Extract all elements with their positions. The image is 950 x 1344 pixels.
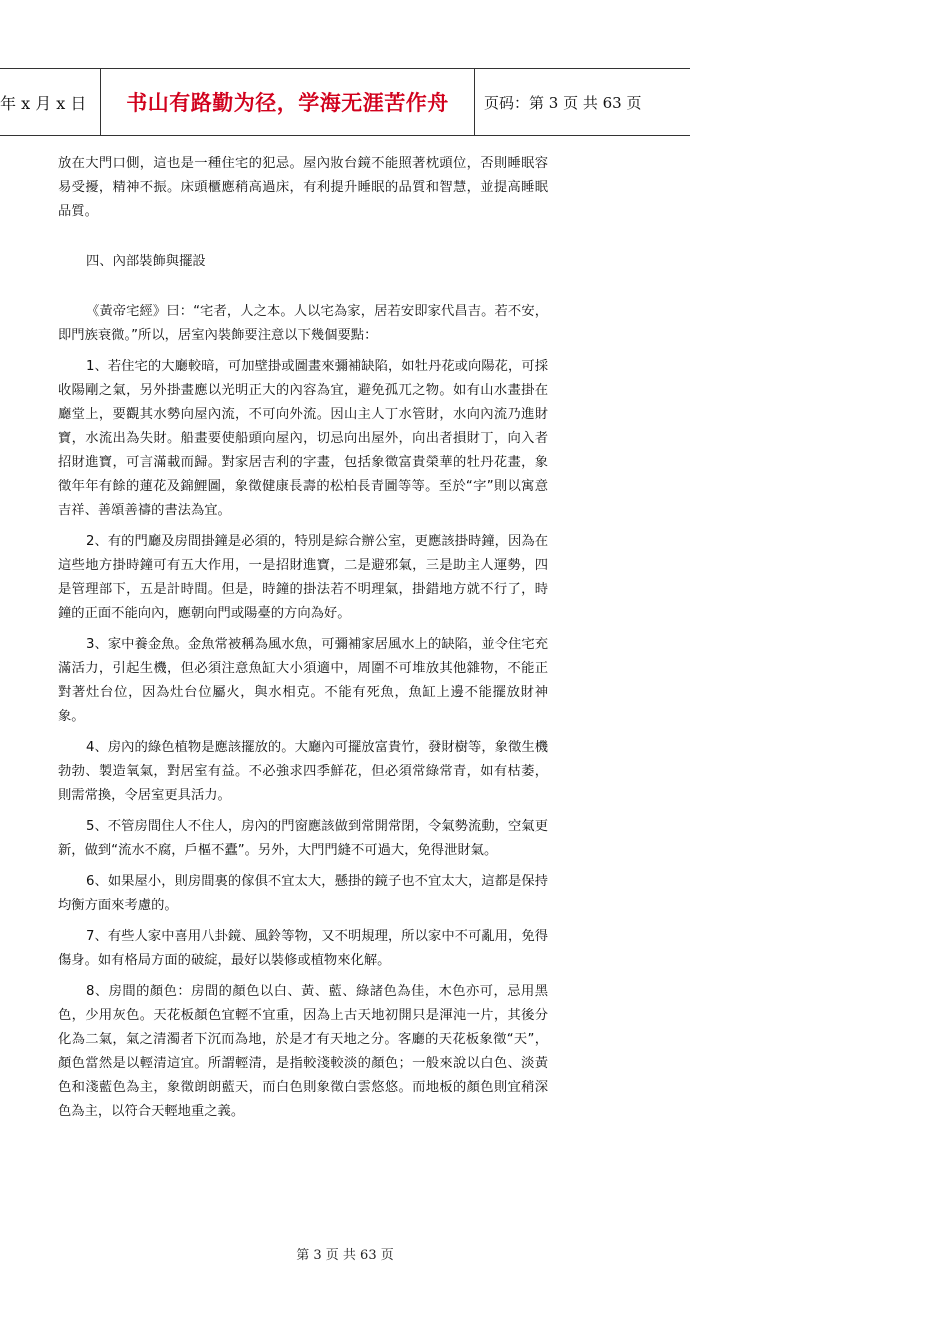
header-page-number: 页码：第 3 页 共 63 页 [484, 93, 642, 112]
page-footer: 第 3 页 共 63 页 [296, 1248, 394, 1263]
list-item-2: 2、有的門廳及房間掛鐘是必須的，特別是綜合辦公室，更應該掛時鐘，因為在這些地方掛時鐘可有五大作用，一是招財進寶，二是避邪氣，三是助主人運勢，四是管理部下，五是計時間。但是，時鐘的掛法若不明理氣，掛錯地方就不行了，時鐘的正面不能向內，應朝向門或陽臺的方向為好。 [58, 534, 548, 621]
paragraph-intro: 《黃帝宅經》曰：“宅者，人之本。人以宅為家，居若安即家代昌吉。若不安，即門族衰微。”所以，居室內裝飾要注意以下幾個要點： [58, 304, 548, 343]
section-heading: 四、內部裝飾與擺設 [86, 254, 206, 269]
list-item-5: 5、不管房間住人不住人，房內的門窗應該做到常開常閉，令氣勢流動，空氣更新，做到“流水不腐，戶樞不蠹”。另外，大門門縫不可過大，免得泄財氣。 [58, 819, 548, 858]
list-item-4: 4、房內的綠色植物是應該擺放的。大廳內可擺放富貴竹，發財樹等，象徵生機勃勃、製造氧氣，對居室有益。不必強求四季鮮花，但必須常綠常青，如有枯萎，則需常換，令居室更具活力。 [58, 740, 548, 803]
list-item-7: 7、有些人家中喜用八卦鏡、風鈴等物，又不明規理，所以家中不可亂用，免得傷身。如有格局方面的破綻，最好以裝修或植物來化解。 [58, 929, 548, 968]
header-date: 年 x 月 x 日 [0, 69, 101, 135]
list-item-1: 1、若住宅的大廳較暗，可加壁掛或圖畫來彌補缺陷，如牡丹花或向陽花，可採收陽剛之氣，另外掛畫應以光明正大的內容為宜，避免孤兀之物。如有山水畫掛在廳堂上，要觀其水勢向屋內流，不可向外流。因山主人丁水管財，水向內流乃進財寶，水流出為失財。船畫要使船頭向屋內，切忌向出屋外，向出者損財丁，向入者招財進寶，可言滿載而歸。對家居吉利的字畫，包括象徵富貴榮華的牡丹花畫，象徵年年有餘的蓮花及錦鯉圖，象徵健康長壽的松柏長青圖等等。至於“字”則以寓意吉祥、善頌善禱的書法為宜。 [58, 359, 548, 518]
header-motto: 书山有路勤为径，学海无涯苦作舟 [101, 69, 475, 135]
document-body [58, 152, 548, 1131]
page-header [0, 68, 690, 136]
list-item-3: 3、家中養金魚。金魚常被稱為風水魚，可彌補家居風水上的缺陷，並令住宅充滿活力，引起生機，但必須注意魚缸大小須適中，周圍不可堆放其他雜物，不能正對著灶台位，因為灶台位屬火，與水相克。不能有死魚，魚缸上邊不能擺放財神象。 [58, 637, 548, 724]
list-item-8: 8、房間的顏色：房間的顏色以白、黃、藍、綠諸色為佳，木色亦可，忌用黑色，少用灰色。天花板顏色宜輕不宜重，因為上古天地初開只是渾沌一片，其後分化為二氣，氣之清濁者下沉而為地，於是才有天地之分。客廳的天花板象徵“天”，顏色當然是以輕清這宜。所謂輕清，是指較淺較淡的顏色；一般來說以白色、淡黃色和淺藍色為主，象徵朗朗藍天，而白色則象徵白雲悠悠。而地板的顏色則宜稍深色為主，以符合天輕地重之義。 [58, 984, 548, 1119]
paragraph-continuation: 放在大門口側，這也是一種住宅的犯忌。屋內妝台鏡不能照著枕頭位，否則睡眠容易受擾，精神不振。床頭櫃應稍高過床，有利提升睡眠的品質和智慧，並提高睡眠品質。 [58, 156, 548, 219]
list-item-6: 6、如果屋小，則房間裏的傢俱不宜太大，懸掛的鏡子也不宜太大，這都是保持均衡方面來考慮的。 [58, 874, 548, 913]
